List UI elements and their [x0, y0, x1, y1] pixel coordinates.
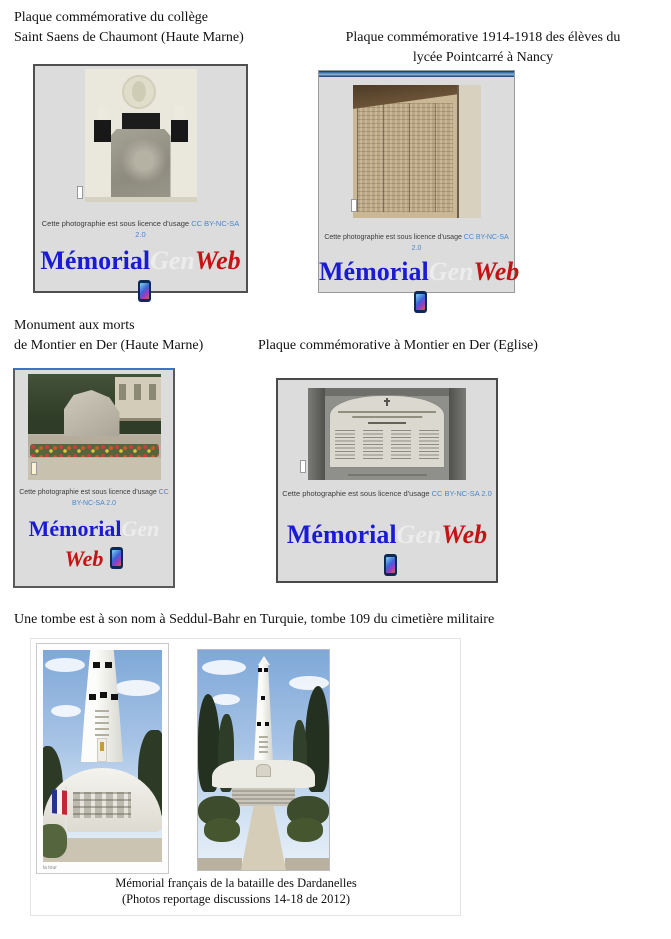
license-link[interactable]: CC BY-NC-SA 2.0 [411, 234, 509, 252]
hedge-right-2 [287, 818, 323, 842]
floor [85, 197, 197, 202]
steps [232, 788, 295, 806]
tower-window [261, 696, 265, 700]
tower-window [93, 662, 100, 668]
pedestal-left [94, 120, 111, 142]
logo-text-web: Web [64, 546, 104, 571]
photo-card-chaumont [33, 64, 248, 293]
cloud [289, 676, 329, 690]
gravel [28, 458, 161, 480]
logo-text-memorial: Mémorial [40, 246, 151, 275]
stone-column-left [308, 388, 325, 480]
tower-window [105, 662, 112, 668]
card-title-bar [319, 71, 514, 77]
hedge-left-2 [204, 818, 240, 842]
gold-statue [100, 742, 104, 751]
flower-bed [30, 444, 159, 457]
caption-chaumont [14, 8, 244, 48]
logo-text-web: Web [194, 246, 241, 275]
cloud [212, 694, 240, 705]
name-column [363, 430, 383, 460]
license-link[interactable]: CC BY-NC-SA 2.0 [135, 219, 240, 240]
caption-montier-plaque [258, 336, 538, 356]
french-flag [52, 789, 67, 815]
caption-line: lycée Pointcarré à Nancy [412, 50, 554, 65]
caption-line: Plaque commémorative à Montier en Der (Eglise) [258, 338, 538, 353]
rule-line [368, 422, 406, 424]
photo-card-nancy [318, 70, 520, 293]
caption-line: Saint Saens de Chaumont (Haute Marne) [14, 30, 244, 45]
photo-dardanelles-closeup [43, 650, 162, 862]
logo-text-gen: Gen [396, 520, 442, 549]
image-placeholder [300, 460, 306, 473]
license-text [280, 488, 494, 499]
cloud [45, 658, 85, 672]
ground-right [285, 858, 329, 870]
tower-tip [258, 656, 270, 665]
logo-text-memorial: Mémorial [28, 516, 122, 541]
photo-card-montier-plaque [276, 378, 498, 583]
path [241, 806, 286, 870]
tower-window [265, 722, 269, 726]
photo-plaque-eglise [308, 388, 466, 480]
grass [43, 824, 67, 858]
memorialgenweb-logo[interactable] [319, 257, 520, 317]
photo-frame-dardanelles-closeup [36, 643, 169, 874]
caption-tombe [14, 610, 494, 630]
bust-left [97, 105, 108, 121]
caption-line: Mémorial français de la bataille des Dardanelles [115, 876, 357, 890]
memorialgenweb-logo[interactable] [15, 514, 173, 574]
logo-text-gen: Gen [428, 257, 474, 286]
photo-plaque-chaumont [85, 69, 197, 202]
pedestal-right [171, 120, 188, 142]
cross-icon [386, 398, 388, 406]
license-prefix: Cette photographie est sous licence d'usage [282, 489, 432, 498]
bust-right [174, 105, 185, 121]
phone-icon [138, 280, 151, 302]
name-column [391, 430, 411, 460]
logo-text-web: Web [441, 520, 488, 549]
phone-icon [414, 291, 427, 313]
caption-dardanelles [31, 875, 441, 907]
caption-line: Monument aux morts [14, 318, 135, 333]
memorialgenweb-logo[interactable] [35, 246, 246, 306]
phone-icon [110, 547, 123, 569]
relief-figure [132, 81, 146, 102]
logo-line [15, 514, 173, 544]
caption-line: de Montier en Der (Haute Marne) [14, 338, 204, 353]
caption-nancy [308, 28, 658, 68]
license-prefix: Cette photographie est sous licence d'usage [324, 234, 464, 241]
tower-window [258, 668, 262, 672]
logo-line [15, 544, 173, 574]
building-windows [119, 384, 157, 400]
heading-line [352, 416, 422, 418]
phone-icon [384, 554, 397, 576]
photo-dardanelles-full [197, 649, 330, 871]
caption-montier-monument [14, 316, 203, 356]
tower-inscription [95, 710, 109, 736]
logo-text-web: Web [473, 257, 520, 286]
photo-note: la tour [43, 865, 57, 871]
license-text [17, 488, 171, 509]
name-column [419, 430, 439, 460]
memorialgenweb-logo[interactable] [278, 520, 496, 580]
wall-right [457, 85, 481, 218]
image-placeholder [31, 462, 37, 475]
name-column [335, 430, 355, 460]
tower-window [257, 722, 261, 726]
logo-text-gen: Gen [150, 246, 195, 275]
photo-monument-montier [28, 374, 161, 480]
caption-line: Plaque commémorative 1914-1918 des élèves du [345, 30, 621, 45]
license-link[interactable]: CC BY-NC-SA 2.0 [431, 489, 492, 498]
license-link[interactable]: CC BY-NC-SA 2.0 [71, 489, 169, 507]
tower-window [111, 694, 118, 700]
tower-window [100, 692, 107, 698]
heading-line [338, 411, 436, 413]
cloud [51, 705, 81, 717]
tower-window [264, 668, 268, 672]
logo-text-memorial: Mémorial [319, 257, 429, 286]
tower-window [89, 694, 96, 700]
caption-line-mark [348, 474, 427, 476]
image-placeholder [77, 186, 83, 199]
stone-plaque [111, 129, 171, 199]
photo-plaque-nancy [353, 85, 481, 218]
name-columns [357, 103, 453, 212]
tower-inscription [259, 736, 268, 754]
cloud [114, 680, 160, 696]
license-prefix: Cette photographie est sous licence d'usage [19, 489, 159, 496]
ground-left [198, 858, 242, 870]
caption-line: Une tombe est à son nom à Seddul-Bahr en Turquie, tombe 109 du cimetière militaire [14, 612, 495, 627]
license-text [37, 218, 244, 241]
logo-text-memorial: Mémorial [286, 520, 397, 549]
logo-text-gen: Gen [121, 516, 160, 541]
photo-card-montier-monument [13, 368, 175, 588]
base-arch [256, 764, 271, 777]
dardanelles-photo-group [30, 638, 461, 916]
image-placeholder [351, 199, 357, 212]
cloud [202, 660, 246, 675]
license-prefix: Cette photographie est sous licence d'usage [41, 219, 192, 228]
caption-line: Plaque commémorative du collège [14, 10, 208, 25]
base-plaques [73, 792, 131, 818]
license-text [321, 233, 512, 254]
caption-line: (Photos reportage discussions 14-18 de 2012) [121, 892, 351, 906]
stone-column-right [449, 388, 466, 480]
